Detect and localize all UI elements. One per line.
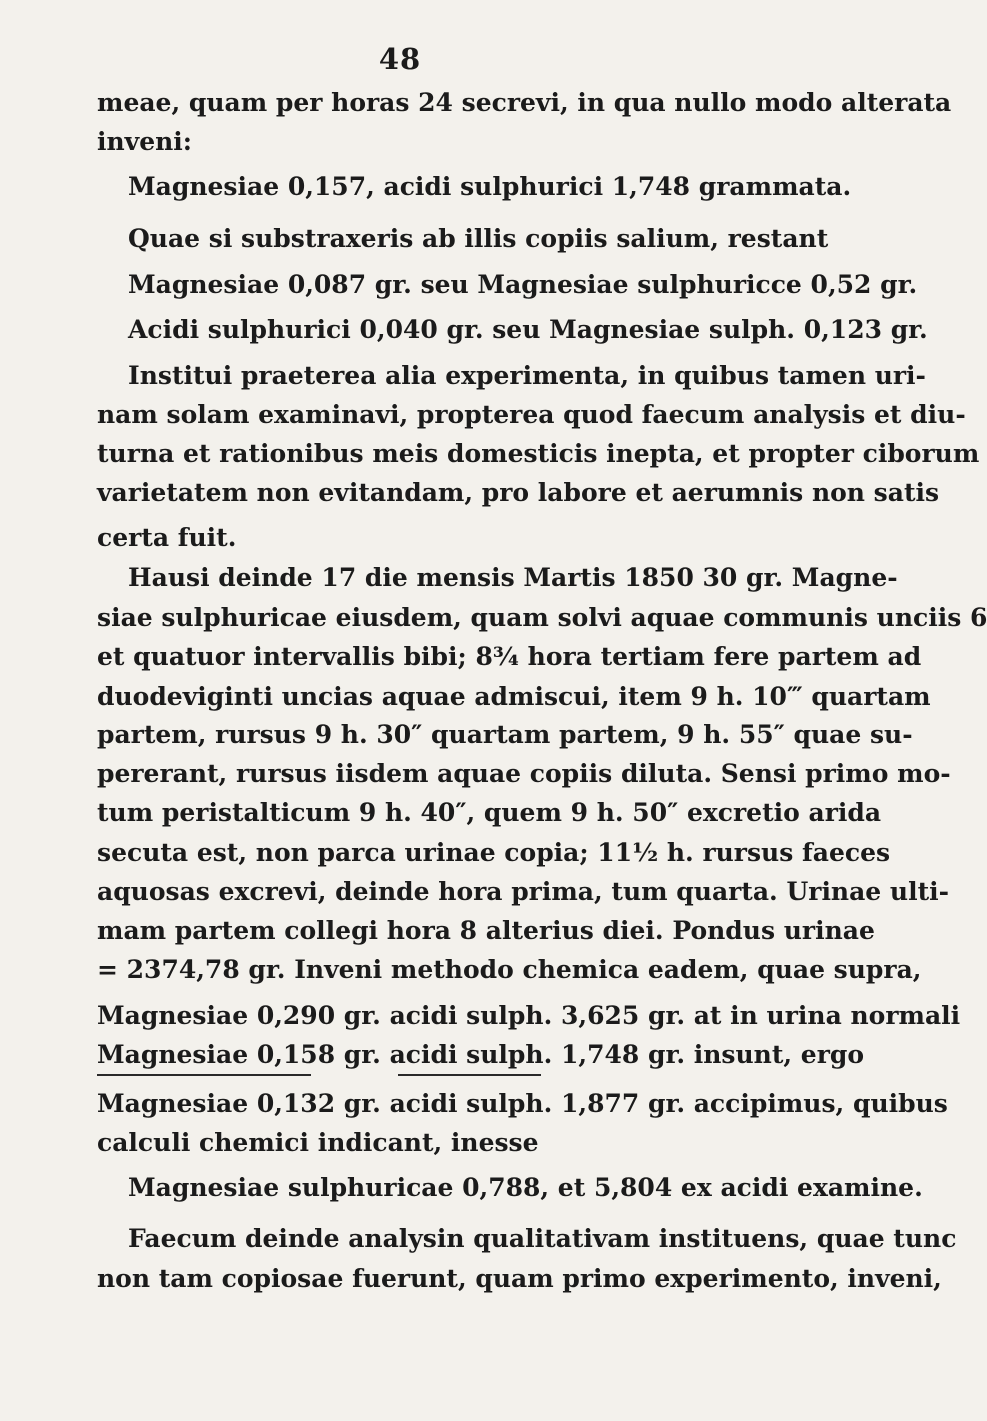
page-number: 48 (378, 42, 422, 76)
text-line: aquosas excrevi, deinde hora prima, tum quarta. Urinae ulti- (97, 877, 950, 906)
text-line: Magnesiae 0,290 gr. acidi sulph. 3,625 gr. at in urina normali (97, 1001, 961, 1030)
text-line: Magnesiae 0,158 gr. acidi sulph. 1,748 gr. insunt, ergo (97, 1040, 865, 1069)
text-line: nam solam examinavi, propterea quod faecum analysis et diu- (97, 400, 966, 429)
text-line: certa fuit. (97, 523, 237, 552)
text-line: Magnesiae sulphuricae 0,788, et 5,804 ex acidi examine. (128, 1173, 923, 1202)
text-line: turna et rationibus meis domesticis inepta, et propter ciborum (97, 439, 980, 468)
text-line: calculi chemici indicant, inesse (97, 1128, 539, 1157)
text-line: mam partem collegi hora 8 alterius diei. Pondus urinae (97, 916, 875, 945)
text-line: Institui praeterea alia experimenta, in quibus tamen uri- (128, 361, 926, 390)
text-line: et quatuor intervallis bibi; 8¾ hora tertiam fere partem ad (97, 642, 922, 671)
text-line: Magnesiae 0,132 gr. acidi sulph. 1,877 gr. accipimus, quibus (97, 1089, 948, 1118)
text-line: Quae si substraxeris ab illis copiis salium, restant (128, 224, 829, 253)
text-line: pererant, rursus iisdem aquae copiis diluta. Sensi primo mo- (97, 759, 951, 788)
text-line: Acidi sulphurici 0,040 gr. seu Magnesiae sulph. 0,123 gr. (128, 315, 928, 344)
text-line: Faecum deinde analysin qualitativam instituens, quae tunc (128, 1224, 957, 1253)
text-line: Hausi deinde 17 die mensis Martis 1850 30 gr. Magne- (128, 563, 898, 592)
text-line: partem, rursus 9 h. 30″ quartam partem, 9 h. 55″ quae su- (97, 720, 913, 749)
text-line: non tam copiosae fuerunt, quam primo experimento, inveni, (97, 1264, 942, 1293)
text-line: meae, quam per horas 24 secrevi, in qua nullo modo alterata (97, 88, 952, 117)
text-line: duodeviginti uncias aquae admiscui, item 9 h. 10‴ quartam (97, 682, 931, 711)
text-line: secuta est, non parca urinae copia; 11½ h. rursus faeces (97, 838, 891, 867)
text-line: inveni: (97, 127, 193, 156)
text-line: Magnesiae 0,157, acidi sulphurici 1,748 grammata. (128, 172, 852, 201)
text-line: Magnesiae 0,087 gr. seu Magnesiae sulphuricce 0,52 gr. (128, 270, 918, 299)
underline-rule (398, 1074, 541, 1076)
text-line: varietatem non evitandam, pro labore et aerumnis non satis (97, 478, 940, 507)
text-line: tum peristalticum 9 h. 40″, quem 9 h. 50″ excretio arida (97, 798, 882, 827)
underline-rule (97, 1074, 311, 1076)
text-line: = 2374,78 gr. Inveni methodo chemica eadem, quae supra, (97, 955, 922, 984)
text-line: siae sulphuricae eiusdem, quam solvi aquae communis unciis 6 (97, 603, 987, 632)
